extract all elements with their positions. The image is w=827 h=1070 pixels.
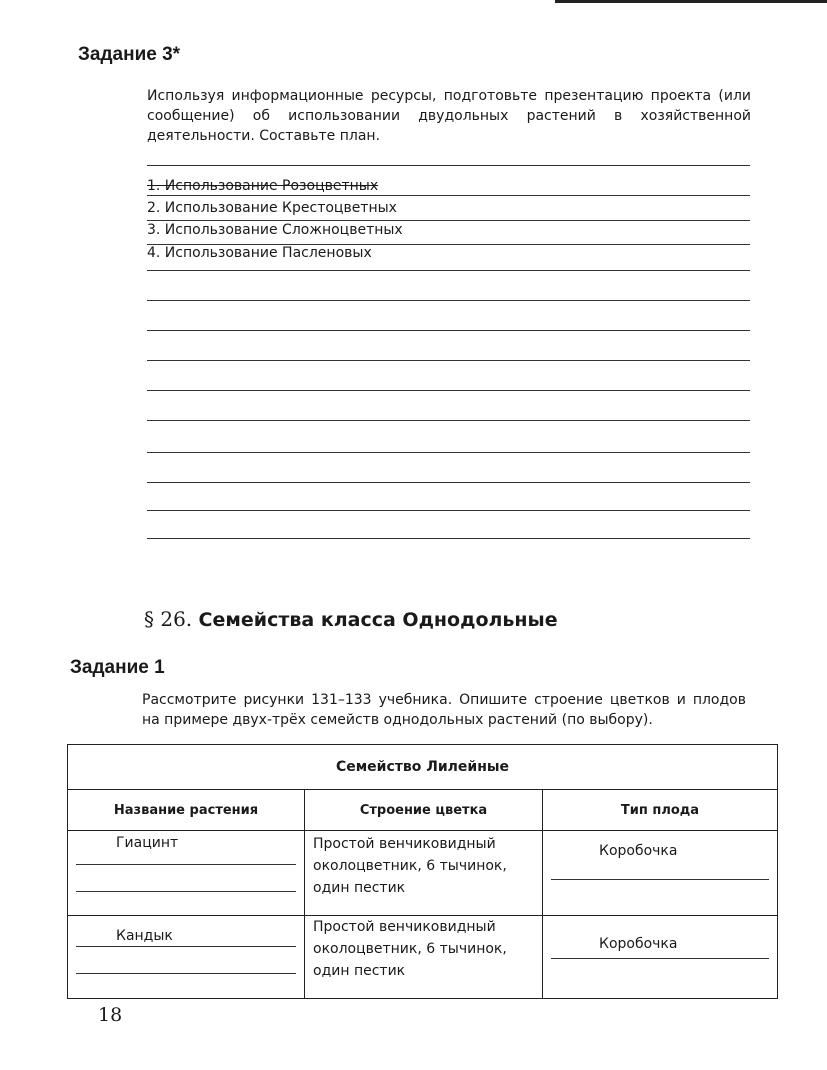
table-title: Семейство Лилейные — [68, 745, 778, 790]
answer-line — [147, 420, 750, 421]
plant-cell — [68, 916, 305, 999]
answer-line — [147, 482, 750, 483]
answer-line — [76, 973, 296, 974]
plant-name: Кандык — [116, 928, 173, 944]
page-number: 18 — [98, 1004, 123, 1026]
header-fruit-type: Тип плода — [543, 790, 778, 831]
answer-line — [147, 165, 750, 166]
answer-line — [76, 864, 296, 865]
task1-heading: Задание 1 — [70, 657, 165, 678]
answer-line — [147, 360, 750, 361]
answer-line — [147, 220, 750, 221]
fruit-cell — [543, 831, 778, 916]
family-table — [67, 744, 778, 999]
answer-line — [551, 958, 769, 959]
plant-cell — [68, 831, 305, 916]
plan-item-3: 3. Использование Сложноцветных — [147, 222, 403, 238]
answer-line — [551, 879, 769, 880]
answer-line — [76, 946, 296, 947]
answer-line — [147, 195, 750, 196]
answer-line — [147, 510, 750, 511]
fruit-cell — [543, 916, 778, 999]
table-row — [68, 916, 778, 999]
answer-line — [147, 300, 750, 301]
table-row — [68, 831, 778, 916]
answer-line — [147, 390, 750, 391]
flower-cell: Простой венчиковидный околоцветник, 6 тычинок, один пестик — [305, 831, 543, 916]
section-heading — [144, 607, 558, 631]
answer-line — [76, 891, 296, 892]
task1-instruction: Рассмотрите рисунки 131–133 учебника. Опишите строение цветков и плодов на примере двух-трёх семейств однодольных растений (по выбору). — [142, 692, 746, 728]
fruit-type: Коробочка — [599, 843, 678, 859]
answer-line — [147, 330, 750, 331]
answer-line — [147, 452, 750, 453]
plan-item-1: 1. Использование Розоцветных — [147, 178, 379, 194]
flower-cell: Простой венчиковидный околоцветник, 6 тычинок, один пестик — [305, 916, 543, 999]
task3-instruction: Используя информационные ресурсы, подготовьте презентацию проекта (или сообщение) об использовании двудольных растений в хозяйственной деятельности. Составьте план. — [147, 88, 751, 144]
answer-line — [147, 538, 750, 539]
header-plant-name: Название растения — [68, 790, 305, 831]
answer-line — [147, 270, 750, 271]
section-title: Семейства класса Однодольные — [198, 609, 558, 631]
plan-item-2: 2. Использование Крестоцветных — [147, 200, 397, 216]
fruit-type: Коробочка — [599, 936, 678, 952]
top-border — [555, 0, 827, 3]
header-flower-structure: Строение цветка — [305, 790, 543, 831]
plant-name: Гиацинт — [116, 835, 179, 851]
task3-heading: Задание 3* — [78, 44, 181, 65]
plan-item-4: 4. Использование Пасленовых — [147, 245, 372, 261]
section-number: § 26. — [144, 607, 193, 631]
